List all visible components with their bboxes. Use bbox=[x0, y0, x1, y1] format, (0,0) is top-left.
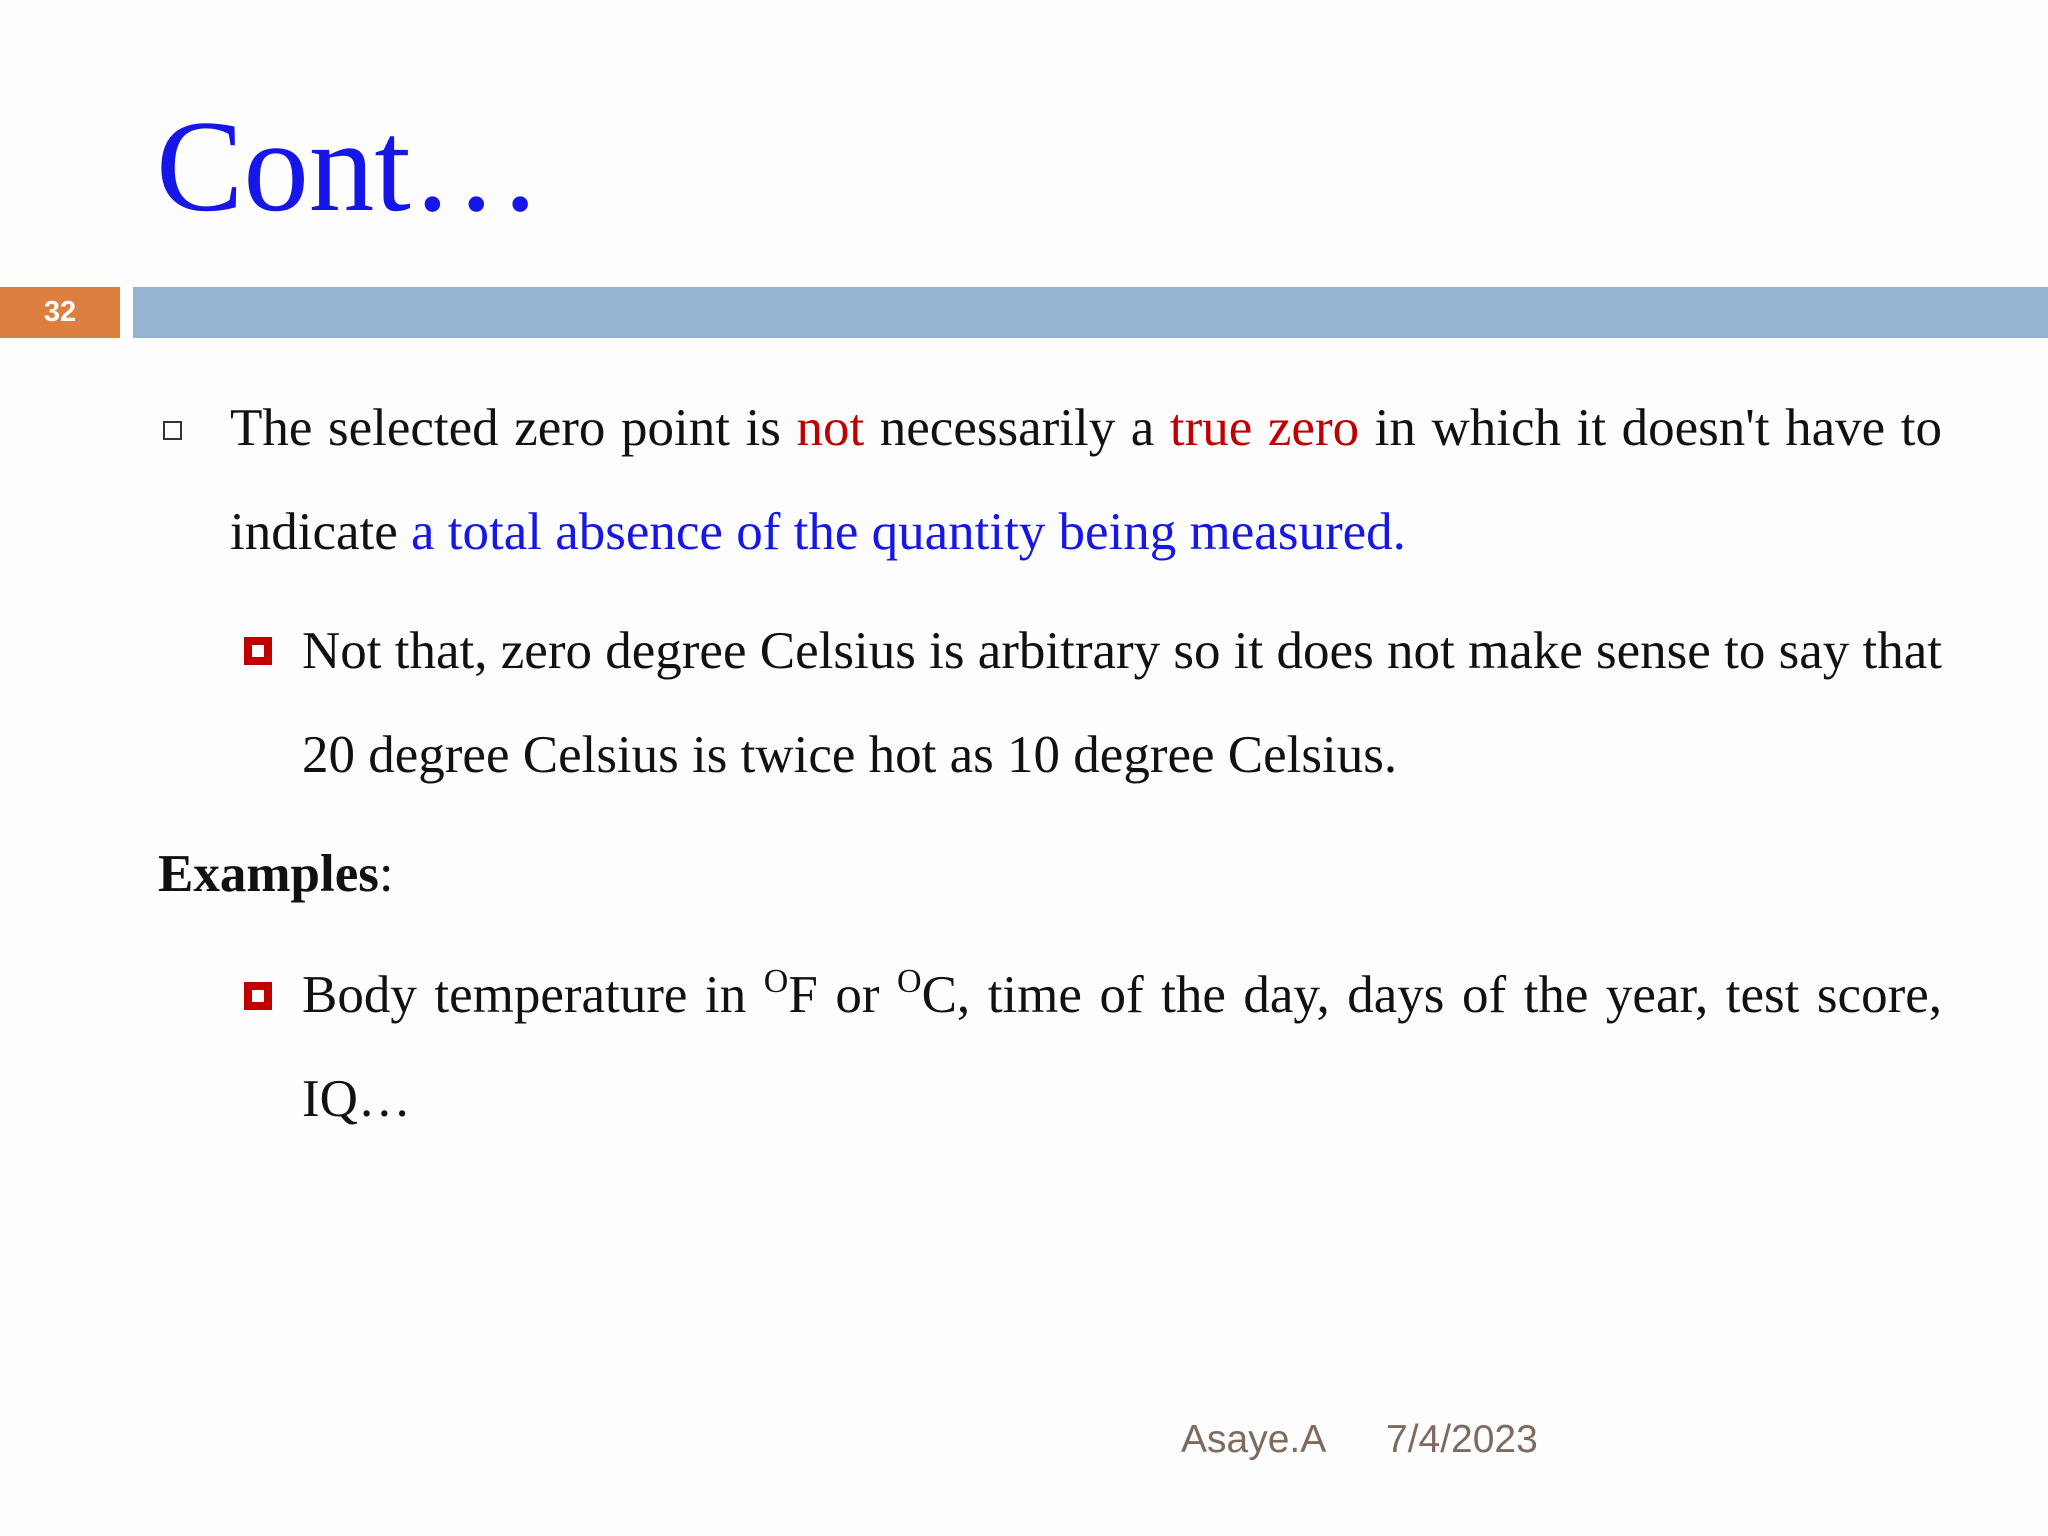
degree-superscript-f: O bbox=[763, 963, 789, 1000]
bullet-zero-point-text-3: in which it doesn't have to indicate bbox=[230, 399, 1942, 561]
examples-text-3: C, time of the day, days of the year, test score, IQ… bbox=[302, 966, 1942, 1128]
degree-superscript-c: O bbox=[897, 963, 922, 1000]
hollow-square-bullet-icon bbox=[163, 421, 182, 440]
bullet-zero-point-text-1: The selected zero point is bbox=[230, 399, 797, 457]
header-divider-bar bbox=[133, 287, 2048, 338]
examples-heading-colon: : bbox=[378, 845, 394, 903]
emphasis-total-absence: a total absence of the quantity being measured. bbox=[411, 503, 1406, 561]
emphasis-true-zero: true zero bbox=[1169, 399, 1360, 457]
bullet-zero-point bbox=[230, 376, 1942, 584]
bullet-examples-list bbox=[302, 943, 1942, 1151]
examples-text-1: Body temperature in bbox=[302, 966, 764, 1024]
slide-title: Cont… bbox=[156, 94, 542, 239]
footer-author: Asaye.A bbox=[1181, 1418, 1327, 1461]
emphasis-not: not bbox=[796, 399, 865, 457]
examples-heading bbox=[158, 829, 394, 919]
footer-date: 7/4/2023 bbox=[1386, 1418, 1538, 1461]
slide-number: 32 bbox=[43, 296, 77, 328]
red-square-bullet-icon bbox=[244, 982, 272, 1010]
examples-text-2: F or bbox=[788, 966, 898, 1024]
slide-number-badge bbox=[0, 287, 120, 338]
bullet-celsius-note: Not that, zero degree Celsius is arbitrary so it does not make sense to say that 20 degree Celsius is twice hot as 10 degree Celsius. bbox=[302, 622, 1942, 784]
bullet-zero-point-text-2: necessarily a bbox=[864, 399, 1170, 457]
examples-heading-label: Examples bbox=[158, 845, 379, 903]
red-square-bullet-icon bbox=[244, 637, 272, 665]
